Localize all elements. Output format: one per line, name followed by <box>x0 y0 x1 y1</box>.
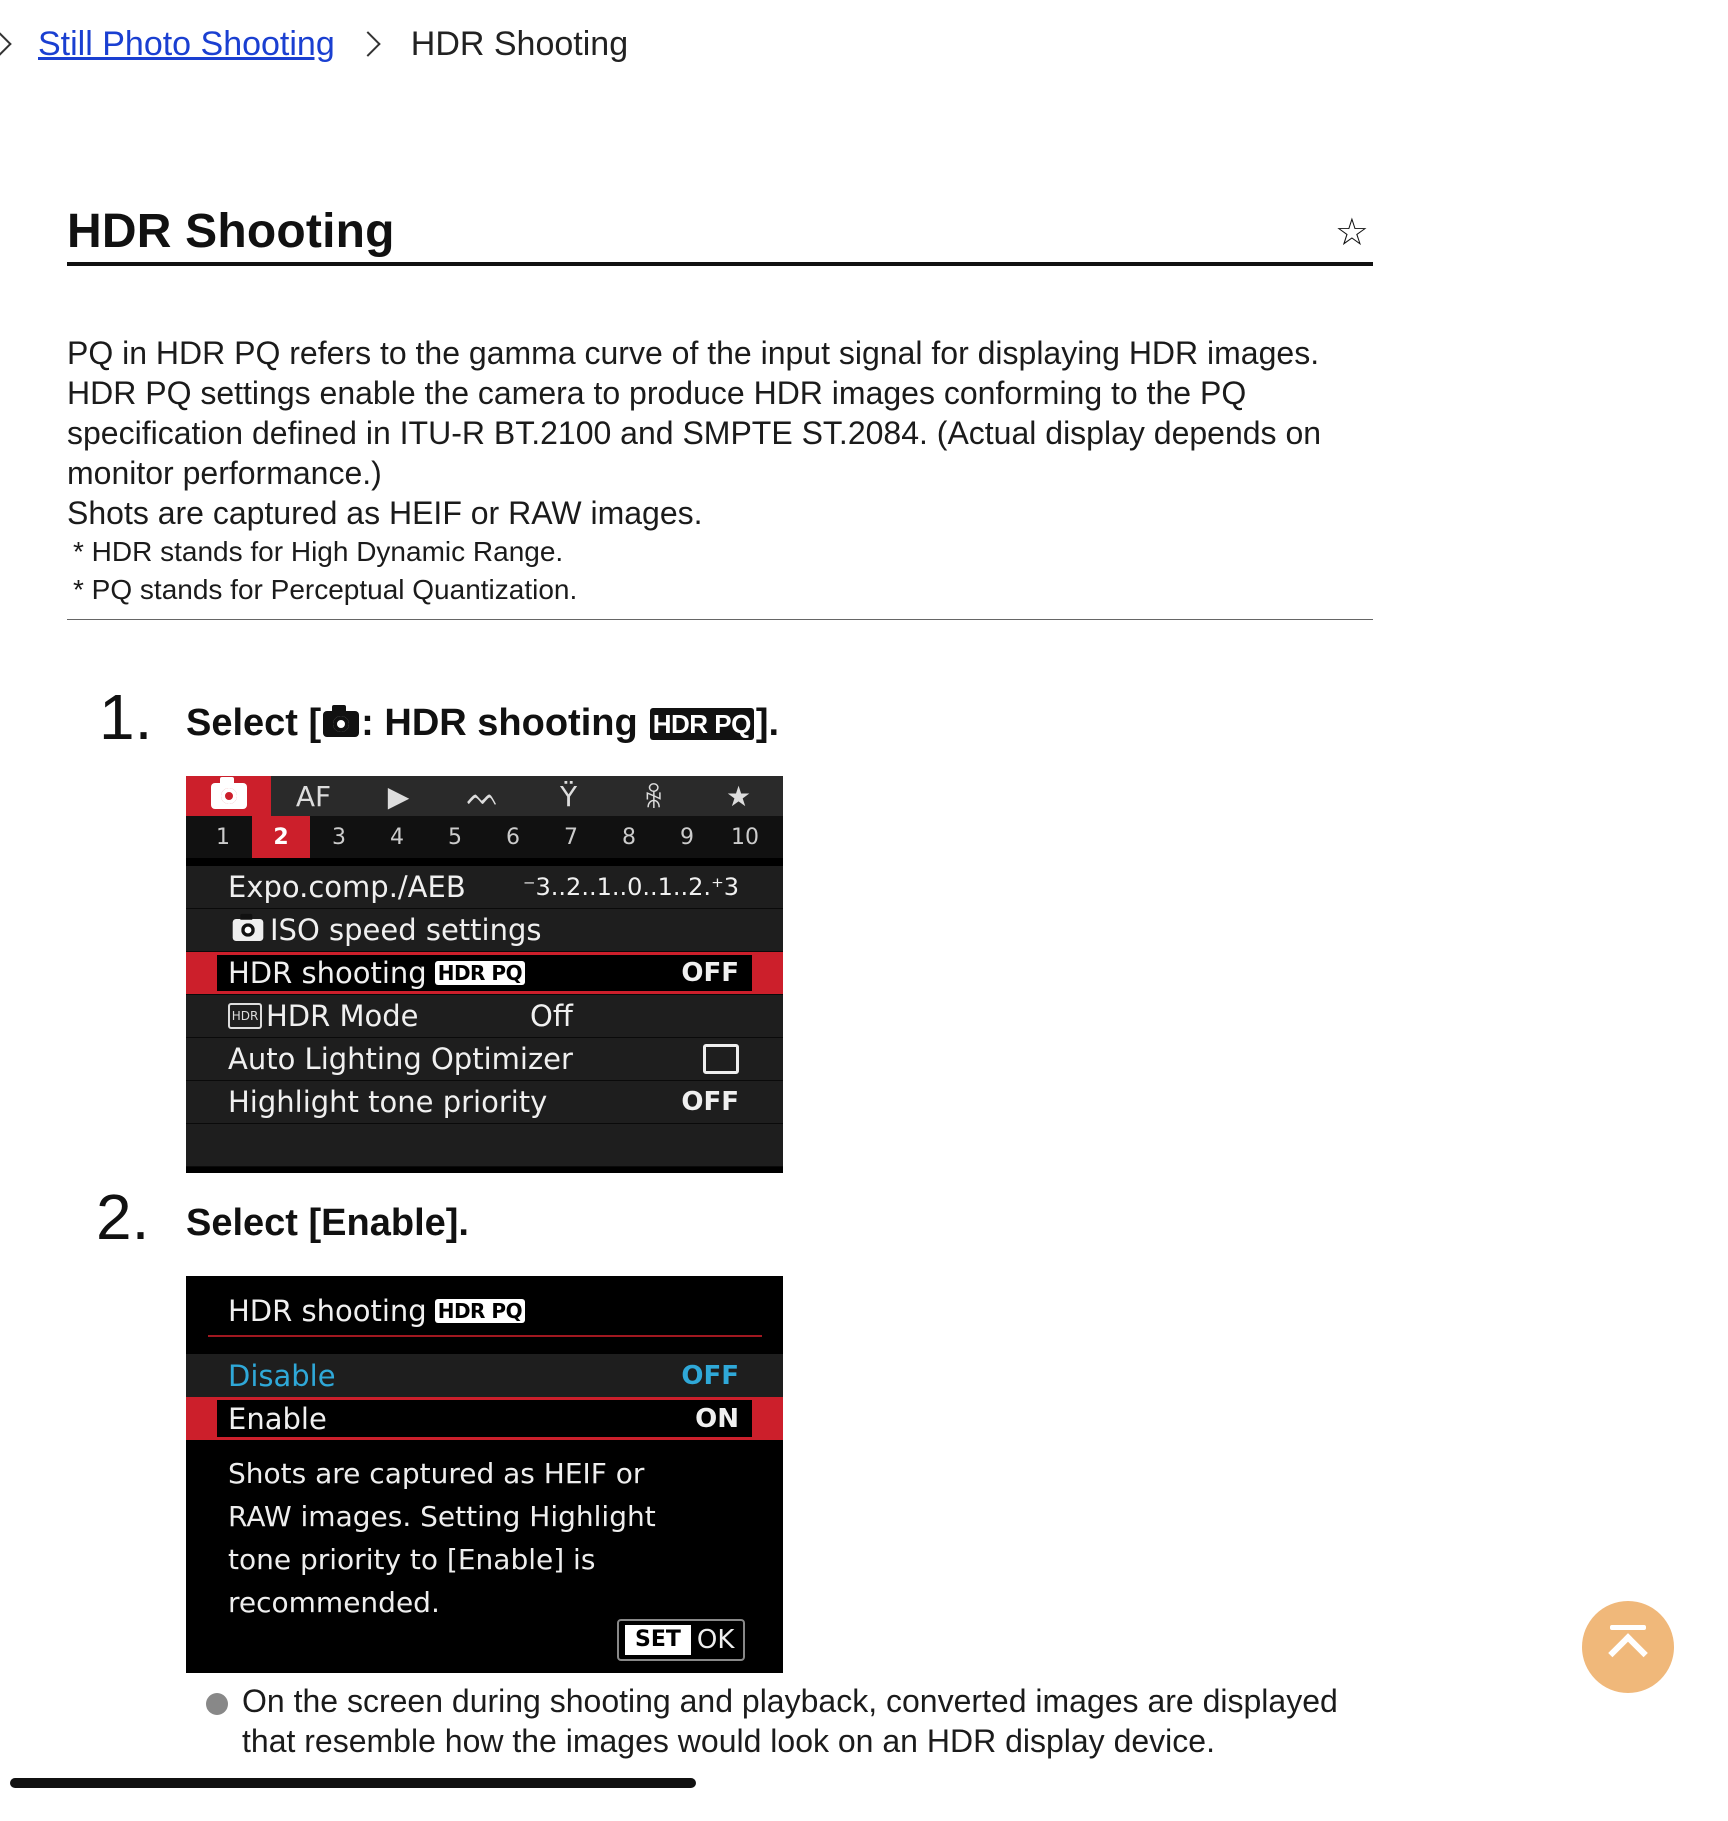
option-enable[interactable] <box>186 1397 783 1440</box>
menu-row-label: Highlight tone priority <box>228 1085 548 1119</box>
menu-row-empty <box>186 1124 783 1167</box>
page-tab[interactable]: 6 <box>506 824 520 850</box>
tab-my-menu[interactable]: ★ <box>725 779 752 813</box>
page-tab[interactable]: 9 <box>680 824 694 850</box>
option-label: Disable <box>228 1358 336 1393</box>
selected-row-inner <box>217 1400 752 1437</box>
page-tab[interactable]: 1 <box>216 824 230 850</box>
tab-setup[interactable]: Ϋ <box>559 779 578 813</box>
option-value: ON <box>695 1403 739 1434</box>
menu-row-iso-speed[interactable] <box>186 909 783 952</box>
page-tab[interactable]: 8 <box>622 824 636 850</box>
arrow-up-icon <box>1608 1633 1648 1673</box>
menu-page-bar <box>186 816 783 858</box>
page-tab[interactable]: 5 <box>448 824 462 850</box>
intro-section <box>67 333 1373 609</box>
step-number: 2. <box>96 1181 150 1253</box>
breadcrumb-link-still-photo-shooting[interactable]: Still Photo Shooting <box>38 24 335 63</box>
tab-playback[interactable]: ▶ <box>387 779 410 813</box>
exposure-scale: ⁻3..2..1..0..1..2.⁺3 <box>522 873 739 901</box>
bullet-dot-icon <box>206 1693 228 1715</box>
menu-row-highlight-tone-priority[interactable] <box>186 1081 783 1124</box>
menu-row-label: Expo.comp./AEB <box>228 870 466 904</box>
screen-header-label: HDR shooting <box>228 1294 427 1328</box>
step-number: 1. <box>99 681 153 753</box>
footnote: * PQ stands for Perceptual Quantization. <box>73 574 578 605</box>
menu-row-value: OFF <box>681 958 739 988</box>
set-ok-button[interactable] <box>617 1619 745 1661</box>
camera-icon <box>323 711 359 737</box>
camera-icon <box>211 783 247 809</box>
menu-row-value: OFF <box>681 1087 739 1117</box>
tab-wireless[interactable]: ᨓ <box>466 779 501 812</box>
option-disable[interactable] <box>186 1354 783 1397</box>
breadcrumb <box>0 22 628 66</box>
option-description: Shots are captured as HEIF or RAW images. Setting Highlight tone priority to [Enable] is recommended. <box>228 1457 656 1619</box>
selected-row-inner <box>217 955 752 991</box>
menu-row-expo-comp[interactable] <box>186 866 783 909</box>
menu-row-label: Auto Lighting Optimizer <box>228 1042 573 1076</box>
chevron-right-icon <box>0 31 12 56</box>
menu-row-hdr-mode[interactable] <box>186 995 783 1038</box>
divider <box>208 1335 762 1337</box>
option-label: Enable <box>228 1401 327 1436</box>
bullet-text: On the screen during shooting and playback, converted images are displayed that resemble how the images would look on an HDR display device. <box>242 1683 1338 1759</box>
step-title-middle: : HDR shooting <box>361 702 638 744</box>
step-title: Select [Enable]. <box>186 1202 469 1244</box>
page-title: HDR Shooting <box>67 205 395 258</box>
menu-row-label: HDR Mode <box>266 999 419 1033</box>
menu-row-hdr-shooting[interactable] <box>186 952 783 995</box>
footnote: * HDR stands for High Dynamic Range. <box>73 536 564 567</box>
bullet-note <box>206 1681 1366 1761</box>
hdr-pq-badge: HDR PQ <box>650 708 754 740</box>
ok-label: OK <box>696 1625 735 1655</box>
page-tab[interactable]: 7 <box>564 824 578 850</box>
menu-row-value: Off <box>530 999 573 1033</box>
divider <box>67 619 1373 620</box>
option-value: OFF <box>681 1360 739 1391</box>
hdr-pq-badge: HDR PQ <box>435 961 525 985</box>
step-title-prefix: Select [ <box>186 702 322 744</box>
menu-row-auto-lighting-optimizer[interactable] <box>186 1038 783 1081</box>
menu-row-label: HDR shooting <box>228 956 427 990</box>
tab-shooting[interactable] <box>186 776 271 816</box>
camera-hdr-setting-screen <box>186 1276 783 1673</box>
camera-menu-screen <box>186 776 783 1173</box>
auto-lighting-optimizer-icon <box>703 1044 739 1074</box>
page-tab[interactable]: 4 <box>390 824 404 850</box>
horizontal-scrollbar[interactable] <box>10 1778 696 1788</box>
chevron-right-icon <box>355 31 380 56</box>
hdr-mode-icon: HDR <box>228 1003 262 1029</box>
page-tab-active[interactable]: 2 <box>252 816 310 858</box>
tab-af[interactable]: AF <box>295 779 332 813</box>
screen-header <box>228 1294 527 1328</box>
intro-paragraph: Shots are captured as HEIF or RAW images. <box>67 495 703 531</box>
page-tab[interactable]: 10 <box>731 824 759 850</box>
intro-paragraph: PQ in HDR PQ refers to the gamma curve of the input signal for displaying HDR images. HDR PQ settings enable the camera to produce HDR images conforming to the PQ specification defined in ITU-R BT.2100 and SMPTE ST.2084. (Actual display depends on monitor performance.) <box>67 335 1322 491</box>
breadcrumb-current: HDR Shooting <box>410 24 629 63</box>
tab-custom[interactable]: ꆜ <box>642 781 665 815</box>
menu-row-label: ISO speed settings <box>270 913 542 947</box>
camera-icon <box>233 919 264 941</box>
back-to-top-button[interactable] <box>1582 1601 1674 1693</box>
star-icon[interactable]: ☆ <box>1334 210 1369 254</box>
step-title-suffix: ]. <box>755 702 780 744</box>
page-tab[interactable]: 3 <box>332 824 346 850</box>
hdr-pq-badge: HDR PQ <box>435 1299 525 1323</box>
top-bar-icon <box>1610 1625 1646 1630</box>
title-row <box>67 200 1373 266</box>
step-title <box>186 702 779 745</box>
set-label: SET <box>625 1625 691 1655</box>
menu-tab-bar <box>186 776 783 816</box>
